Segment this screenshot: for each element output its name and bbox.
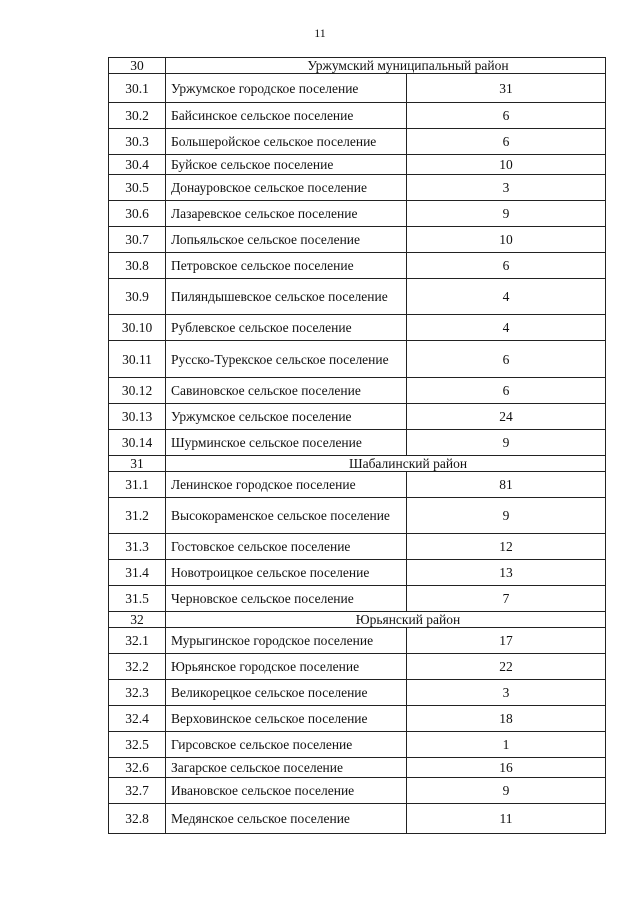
row-value: 24: [407, 404, 606, 430]
row-number: 31.3: [109, 534, 166, 560]
row-name: Гирсовское сельское поселение: [166, 732, 407, 758]
row-value: 16: [407, 758, 606, 778]
row-name: Русско-Турекское сельское поселение: [166, 341, 407, 378]
table-row: [109, 732, 606, 758]
group-row: [109, 58, 606, 74]
table-row: [109, 804, 606, 834]
row-number: 30.4: [109, 155, 166, 175]
row-name: Новотроицкое сельское поселение: [166, 560, 407, 586]
row-name: Мурыгинское городское поселение: [166, 628, 407, 654]
row-number: 32.2: [109, 654, 166, 680]
row-number: 30.10: [109, 315, 166, 341]
row-value: 10: [407, 227, 606, 253]
row-number: 30.6: [109, 201, 166, 227]
row-value: 12: [407, 534, 606, 560]
row-value: 9: [407, 201, 606, 227]
row-value: 22: [407, 654, 606, 680]
row-number: 30.9: [109, 279, 166, 315]
row-name: Ивановское сельское поселение: [166, 778, 407, 804]
group-title: Шабалинский район: [166, 456, 606, 472]
table-row: [109, 534, 606, 560]
row-number: 30.3: [109, 129, 166, 155]
table-row: [109, 498, 606, 534]
table-row: [109, 315, 606, 341]
group-row: [109, 456, 606, 472]
row-number: 30.2: [109, 103, 166, 129]
row-value: 4: [407, 315, 606, 341]
row-value: 4: [407, 279, 606, 315]
table-row: [109, 103, 606, 129]
row-value: 9: [407, 778, 606, 804]
row-value: 31: [407, 74, 606, 103]
page-number: 11: [314, 26, 326, 40]
row-name: Черновское сельское поселение: [166, 586, 407, 612]
row-value: 6: [407, 103, 606, 129]
row-name: Лопьяльское сельское поселение: [166, 227, 407, 253]
row-name: Рублевское сельское поселение: [166, 315, 407, 341]
row-name: Высокораменское сельское поселение: [166, 498, 407, 534]
row-name: Большеройское сельское поселение: [166, 129, 407, 155]
row-name: Великорецкое сельское поселение: [166, 680, 407, 706]
table-row: [109, 706, 606, 732]
table-row: [109, 253, 606, 279]
settlements-table: [108, 57, 606, 834]
table-row: [109, 129, 606, 155]
row-value: 6: [407, 378, 606, 404]
row-value: 6: [407, 129, 606, 155]
row-name: Пиляндышевское сельское поселение: [166, 279, 407, 315]
row-name: Петровское сельское поселение: [166, 253, 407, 279]
row-number: 30.7: [109, 227, 166, 253]
row-number: 31.4: [109, 560, 166, 586]
row-value: 11: [407, 804, 606, 834]
row-name: Медянское сельское поселение: [166, 804, 407, 834]
row-value: 9: [407, 430, 606, 456]
table-row: [109, 341, 606, 378]
row-number: 30.11: [109, 341, 166, 378]
table-row: [109, 758, 606, 778]
row-number: 32.4: [109, 706, 166, 732]
row-value: 6: [407, 253, 606, 279]
table-row: [109, 155, 606, 175]
row-value: 17: [407, 628, 606, 654]
table-row: [109, 778, 606, 804]
group-number: 32: [109, 612, 166, 628]
group-title: Уржумский муниципальный район: [166, 58, 606, 74]
row-name: Уржумское городское поселение: [166, 74, 407, 103]
row-name: Лазаревское сельское поселение: [166, 201, 407, 227]
table-row: [109, 227, 606, 253]
row-number: 31.1: [109, 472, 166, 498]
table-row: [109, 378, 606, 404]
row-number: 30.1: [109, 74, 166, 103]
row-number: 30.14: [109, 430, 166, 456]
table-row: [109, 586, 606, 612]
row-number: 31.2: [109, 498, 166, 534]
row-name: Донауровское сельское поселение: [166, 175, 407, 201]
row-number: 30.8: [109, 253, 166, 279]
group-number: 31: [109, 456, 166, 472]
table-row: [109, 404, 606, 430]
group-title: Юрьянский район: [166, 612, 606, 628]
table-row: [109, 201, 606, 227]
group-number: 30: [109, 58, 166, 74]
table-row: [109, 430, 606, 456]
row-name: Шурминское сельское поселение: [166, 430, 407, 456]
table-row: [109, 74, 606, 103]
row-value: 1: [407, 732, 606, 758]
table-row: [109, 560, 606, 586]
row-value: 7: [407, 586, 606, 612]
row-number: 30.12: [109, 378, 166, 404]
table-row: [109, 279, 606, 315]
row-number: 32.1: [109, 628, 166, 654]
table-row: [109, 628, 606, 654]
row-value: 3: [407, 175, 606, 201]
row-name: Гостовское сельское поселение: [166, 534, 407, 560]
row-name: Ленинское городское поселение: [166, 472, 407, 498]
row-number: 32.5: [109, 732, 166, 758]
row-value: 3: [407, 680, 606, 706]
group-row: [109, 612, 606, 628]
row-number: 31.5: [109, 586, 166, 612]
row-name: Савиновское сельское поселение: [166, 378, 407, 404]
row-number: 32.6: [109, 758, 166, 778]
row-value: 10: [407, 155, 606, 175]
row-name: Загарское сельское поселение: [166, 758, 407, 778]
row-value: 9: [407, 498, 606, 534]
table-row: [109, 654, 606, 680]
table-row: [109, 472, 606, 498]
row-name: Буйское сельское поселение: [166, 155, 407, 175]
row-name: Байсинское сельское поселение: [166, 103, 407, 129]
row-number: 32.3: [109, 680, 166, 706]
row-name: Уржумское сельское поселение: [166, 404, 407, 430]
row-name: Юрьянское городское поселение: [166, 654, 407, 680]
row-number: 30.5: [109, 175, 166, 201]
row-number: 32.7: [109, 778, 166, 804]
row-number: 32.8: [109, 804, 166, 834]
row-name: Верховинское сельское поселение: [166, 706, 407, 732]
row-number: 30.13: [109, 404, 166, 430]
table-row: [109, 680, 606, 706]
row-value: 13: [407, 560, 606, 586]
row-value: 81: [407, 472, 606, 498]
row-value: 18: [407, 706, 606, 732]
table-row: [109, 175, 606, 201]
row-value: 6: [407, 341, 606, 378]
